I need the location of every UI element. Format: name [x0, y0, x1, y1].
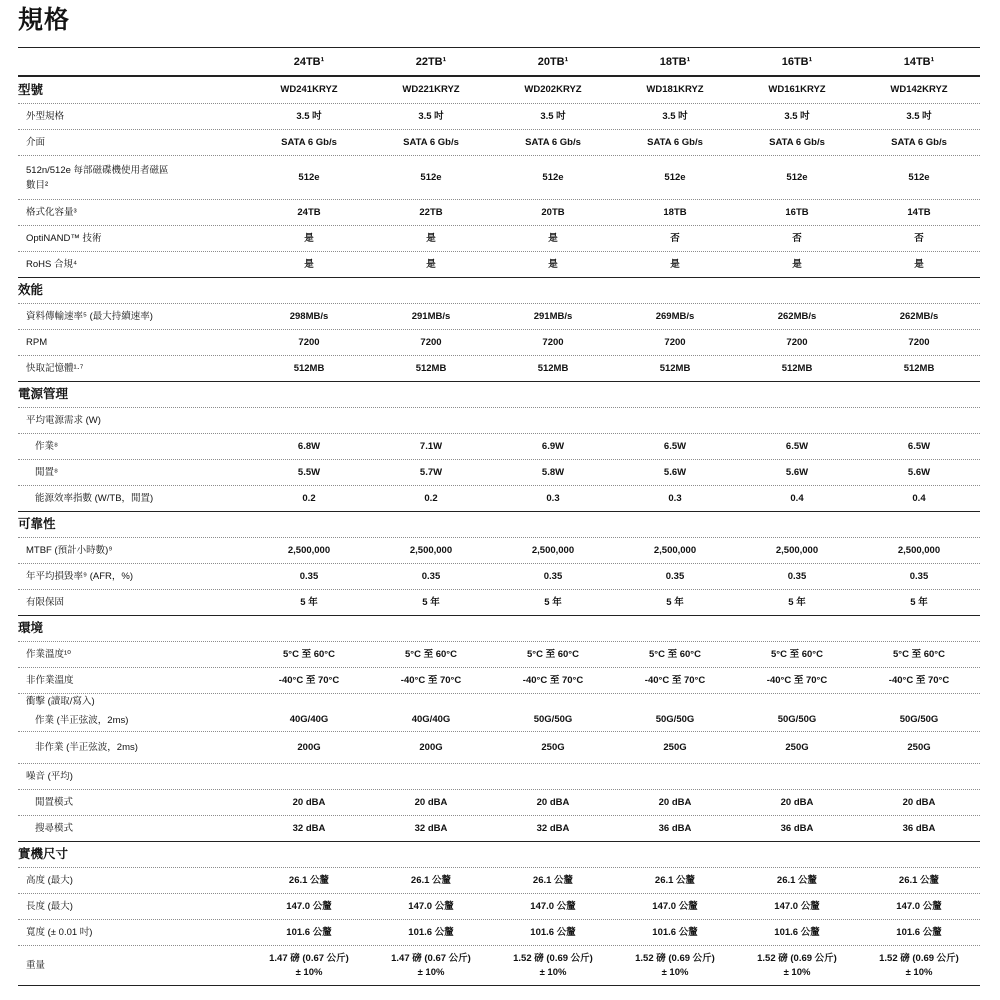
spec-value: 291MB/s: [533, 310, 573, 322]
spec-value: 512e: [298, 171, 320, 183]
spec-value: 0.35: [909, 570, 929, 582]
section-header-row: [18, 277, 980, 303]
spec-subrow: [18, 485, 980, 511]
row-label: 快取記憶體¹·⁷: [26, 363, 84, 374]
spec-row: [18, 199, 980, 225]
spec-value: 0.3: [668, 492, 682, 504]
spec-value: 否: [792, 232, 802, 244]
spec-value: 26.1 公釐: [898, 874, 940, 886]
spec-value: 512MB: [415, 362, 447, 374]
capacity-column-header: 18TB¹: [659, 55, 691, 68]
section-title: 環境: [18, 621, 44, 635]
spec-value: 18TB: [663, 206, 687, 218]
spec-value: 262MB/s: [777, 310, 817, 322]
capacity-column-header: 14TB¹: [903, 55, 935, 68]
spec-value: 250G: [541, 741, 565, 753]
capacity-column-header: 20TB¹: [537, 55, 569, 68]
spec-value: 5.8W: [541, 466, 565, 478]
spec-row: [18, 641, 980, 667]
spec-value: 是: [914, 258, 924, 270]
section-header-row: [18, 381, 980, 407]
spec-value: 5.6W: [907, 466, 931, 478]
section-title: 實機尺寸: [18, 847, 69, 861]
spec-value: 5 年: [422, 596, 440, 608]
group-label: 噪音 (平均): [26, 771, 73, 782]
spec-value: 512MB: [781, 362, 813, 374]
spec-value: 20 dBA: [658, 796, 692, 808]
spec-value: 36 dBA: [780, 822, 814, 834]
spec-subrow: [18, 731, 980, 763]
spec-value: -40°C 至 70°C: [522, 674, 584, 686]
row-label: 年平均損毀率⁹ (AFR，%): [26, 571, 133, 582]
spec-subrow: [18, 459, 980, 485]
spec-value: 20 dBA: [780, 796, 814, 808]
spec-value: -40°C 至 70°C: [888, 674, 950, 686]
spec-value: 0.35: [421, 570, 441, 582]
spec-value: SATA 6 Gb/s: [525, 136, 581, 148]
spec-value: 是: [304, 232, 314, 244]
spec-value: 6.5W: [907, 440, 931, 452]
section-header-row: [18, 511, 980, 537]
spec-value: 101.6 公釐: [530, 926, 576, 938]
spec-value: 101.6 公釐: [896, 926, 942, 938]
spec-value: 5 年: [788, 596, 806, 608]
spec-row: [18, 919, 980, 945]
spec-subrow: [18, 789, 980, 815]
spec-row: [18, 667, 980, 693]
spec-value: 0.35: [299, 570, 319, 582]
row-label: 長度 (最大): [26, 901, 73, 912]
spec-value: SATA 6 Gb/s: [769, 136, 825, 148]
spec-value: 是: [426, 258, 436, 270]
spec-value: 5°C 至 60°C: [893, 648, 945, 660]
spec-value: 20 dBA: [292, 796, 326, 808]
spec-value: 5 年: [300, 596, 318, 608]
capacity-column-header: 24TB¹: [293, 55, 325, 68]
spec-value: 200G: [419, 741, 443, 753]
spec-value: 50G/50G: [533, 714, 573, 725]
spec-value: 否: [670, 232, 680, 244]
spec-value: 269MB/s: [655, 310, 695, 322]
spec-row: [18, 329, 980, 355]
spec-value: 7200: [664, 336, 686, 348]
spec-value: 101.6 公釐: [774, 926, 820, 938]
row-label: 作業 (半正弦波，2ms): [35, 714, 129, 726]
spec-row: [18, 893, 980, 919]
spec-value: 1.52 磅 (0.69 公斤) ± 10%: [513, 952, 593, 978]
spec-value: 3.5 吋: [418, 110, 444, 122]
section-title: 電源管理: [18, 387, 69, 401]
spec-value: 147.0 公釐: [408, 900, 454, 912]
row-label: 搜尋模式: [35, 823, 74, 834]
spec-value: 298MB/s: [289, 310, 329, 322]
spec-value: 5 年: [910, 596, 928, 608]
capacity-column-header: 22TB¹: [415, 55, 447, 68]
spec-value: 5.7W: [419, 466, 443, 478]
section-title: 型號: [18, 82, 44, 97]
spec-group-row: [18, 407, 980, 433]
spec-value: 512e: [786, 171, 808, 183]
spec-row: [18, 355, 980, 381]
spec-value: 0.4: [912, 492, 926, 504]
spec-value: 40G/40G: [411, 714, 451, 725]
page-title: 規格: [18, 6, 71, 34]
spec-value: 512MB: [659, 362, 691, 374]
spec-value: -40°C 至 70°C: [278, 674, 340, 686]
capacity-column-header: 16TB¹: [781, 55, 813, 68]
spec-subrow: [18, 815, 980, 841]
spec-row: [18, 867, 980, 893]
spec-value: 是: [548, 258, 558, 270]
spec-value: 250G: [663, 741, 687, 753]
model-number: WD202KRYZ: [524, 84, 582, 95]
spec-value: 是: [548, 232, 558, 244]
spec-value: 是: [426, 232, 436, 244]
spec-row: [18, 563, 980, 589]
spec-value: 40G/40G: [289, 714, 329, 725]
spec-value: 512e: [908, 171, 930, 183]
spec-value: 5 年: [544, 596, 562, 608]
spec-row: [18, 303, 980, 329]
spec-value: 3.5 吋: [906, 110, 932, 122]
spec-value: -40°C 至 70°C: [400, 674, 462, 686]
spec-value: 26.1 公釐: [410, 874, 452, 886]
row-label: 閒置⁸: [35, 467, 59, 478]
spec-value: 7200: [542, 336, 564, 348]
spec-value: 6.9W: [541, 440, 565, 452]
spec-value: 0.3: [546, 492, 560, 504]
spec-value: 2,500,000: [531, 544, 575, 556]
row-label: 有限保固: [26, 597, 65, 608]
spec-value: 512e: [542, 171, 564, 183]
spec-value: 50G/50G: [899, 714, 939, 725]
spec-value: 291MB/s: [411, 310, 451, 322]
spec-value: 6.5W: [663, 440, 687, 452]
column-header-row: [18, 47, 980, 77]
spec-value: 6.5W: [785, 440, 809, 452]
spec-value: 101.6 公釐: [652, 926, 698, 938]
spec-value: -40°C 至 70°C: [766, 674, 828, 686]
row-label: OptiNAND™ 技術: [26, 233, 102, 244]
spec-value: 7200: [420, 336, 442, 348]
spec-value: 1.52 磅 (0.69 公斤) ± 10%: [879, 952, 959, 978]
spec-value: 16TB: [785, 206, 809, 218]
spec-value: 50G/50G: [777, 714, 817, 725]
spec-value: 1.47 磅 (0.67 公斤) ± 10%: [269, 952, 349, 978]
spec-value: 512e: [664, 171, 686, 183]
spec-value: 512MB: [903, 362, 935, 374]
spec-row: [18, 537, 980, 563]
model-number: WD142KRYZ: [890, 84, 948, 95]
spec-row: [18, 129, 980, 155]
spec-value: 200G: [297, 741, 321, 753]
spec-value: SATA 6 Gb/s: [647, 136, 703, 148]
spec-value: 3.5 吋: [662, 110, 688, 122]
model-number: WD181KRYZ: [646, 84, 704, 95]
row-label: 閒置模式: [35, 797, 74, 808]
group-label: 衝擊 (讀取/寫入): [26, 696, 95, 707]
spec-value: 2,500,000: [653, 544, 697, 556]
spec-value: 1.52 磅 (0.69 公斤) ± 10%: [635, 952, 715, 978]
section-header-row: [18, 615, 980, 641]
row-label: 寬度 (± 0.01 吋): [26, 927, 93, 938]
spec-value: 262MB/s: [899, 310, 939, 322]
spec-value: 147.0 公釐: [774, 900, 820, 912]
spec-value: 0.2: [302, 492, 316, 504]
spec-value: 20TB: [541, 206, 565, 218]
row-label: 作業⁸: [35, 441, 59, 452]
spec-value: SATA 6 Gb/s: [891, 136, 947, 148]
spec-value: 2,500,000: [409, 544, 453, 556]
spec-value: 1.47 磅 (0.67 公斤) ± 10%: [391, 952, 471, 978]
spec-value: 26.1 公釐: [654, 874, 696, 886]
spec-value: 20 dBA: [536, 796, 570, 808]
spec-value: 3.5 吋: [784, 110, 810, 122]
row-label: RPM: [26, 337, 48, 348]
spec-value: 50G/50G: [655, 714, 695, 725]
spec-row: [18, 155, 980, 199]
spec-value: 2,500,000: [287, 544, 331, 556]
spec-row: [18, 589, 980, 615]
spec-value: 5°C 至 60°C: [771, 648, 823, 660]
section-header-row: [18, 841, 980, 867]
row-label: 高度 (最大): [26, 875, 73, 886]
spec-value: 0.35: [787, 570, 807, 582]
spec-value: 20 dBA: [902, 796, 936, 808]
spec-value: 26.1 公釐: [288, 874, 330, 886]
row-label: 介面: [26, 137, 46, 148]
spec-value: 512MB: [537, 362, 569, 374]
model-number: WD241KRYZ: [280, 84, 338, 95]
spec-group-row: [18, 693, 980, 709]
row-label: 512n/512e 每部磁碟機使用者磁區 數目²: [26, 164, 169, 191]
spec-row: [18, 225, 980, 251]
spec-value: 5.5W: [297, 466, 321, 478]
spec-value: 否: [914, 232, 924, 244]
spec-value: 32 dBA: [292, 822, 326, 834]
spec-value: 26.1 公釐: [532, 874, 574, 886]
spec-value: 32 dBA: [414, 822, 448, 834]
spec-value: 14TB: [907, 206, 931, 218]
spec-value: 2,500,000: [897, 544, 941, 556]
spec-value: 32 dBA: [536, 822, 570, 834]
spec-value: 36 dBA: [902, 822, 936, 834]
spec-value: 0.35: [543, 570, 563, 582]
spec-value: 20 dBA: [414, 796, 448, 808]
spec-value: 147.0 公釐: [652, 900, 698, 912]
spec-value: 3.5 吋: [296, 110, 322, 122]
row-label: 資料傳輸速率⁵ (最大持續速率): [26, 311, 153, 322]
spec-value: 512e: [420, 171, 442, 183]
spec-value: 250G: [907, 741, 931, 753]
spec-value: SATA 6 Gb/s: [403, 136, 459, 148]
spec-value: 512MB: [293, 362, 325, 374]
spec-value: 0.2: [424, 492, 438, 504]
spec-value: 24TB: [297, 206, 321, 218]
spec-value: 22TB: [419, 206, 443, 218]
spec-value: 36 dBA: [658, 822, 692, 834]
spec-value: 250G: [785, 741, 809, 753]
row-label: 作業溫度¹⁰: [26, 649, 71, 660]
spec-value: 0.35: [665, 570, 685, 582]
row-label: 重量: [26, 960, 46, 971]
spec-value: 7.1W: [419, 440, 443, 452]
row-label: 外型規格: [26, 111, 65, 122]
spec-value: 7200: [786, 336, 808, 348]
group-label: 平均電源需求 (W): [26, 415, 101, 426]
spec-subrow: [18, 709, 980, 731]
row-label: 格式化容量³: [26, 207, 77, 218]
row-label: 非作業 (半正弦波，2ms): [35, 742, 138, 753]
row-label: MTBF (預計小時數)⁹: [26, 545, 113, 556]
spec-value: 1.52 磅 (0.69 公斤) ± 10%: [757, 952, 837, 978]
spec-value: 5 年: [666, 596, 684, 608]
spec-value: 101.6 公釐: [408, 926, 454, 938]
spec-group-row: [18, 763, 980, 789]
spec-value: 5°C 至 60°C: [283, 648, 335, 660]
spec-value: 101.6 公釐: [286, 926, 332, 938]
spec-value: -40°C 至 70°C: [644, 674, 706, 686]
spec-value: 147.0 公釐: [286, 900, 332, 912]
row-label: 能源效率指數 (W/TB，閒置): [35, 493, 154, 504]
spec-value: 0.4: [790, 492, 804, 504]
spec-value: 5.6W: [785, 466, 809, 478]
spec-value: 6.8W: [297, 440, 321, 452]
model-number: WD161KRYZ: [768, 84, 826, 95]
spec-value: 5°C 至 60°C: [405, 648, 457, 660]
model-number: WD221KRYZ: [402, 84, 460, 95]
spec-subrow: [18, 433, 980, 459]
spec-row: [18, 103, 980, 129]
spec-value: 是: [670, 258, 680, 270]
section-title: 可靠性: [18, 517, 56, 531]
row-label: 非作業溫度: [26, 675, 74, 686]
spec-value: 7200: [908, 336, 930, 348]
spec-value: 147.0 公釐: [530, 900, 576, 912]
section-header-row: [18, 77, 980, 103]
spec-value: 5.6W: [663, 466, 687, 478]
spec-value: 2,500,000: [775, 544, 819, 556]
spec-value: 是: [304, 258, 314, 270]
section-title: 效能: [18, 283, 44, 297]
spec-value: 7200: [298, 336, 320, 348]
row-label: RoHS 合規⁴: [26, 259, 78, 270]
spec-value: SATA 6 Gb/s: [281, 136, 337, 148]
spec-row: [18, 251, 980, 277]
spec-value: 26.1 公釐: [776, 874, 818, 886]
spec-row: [18, 945, 980, 985]
spec-value: 5°C 至 60°C: [527, 648, 579, 660]
spec-value: 3.5 吋: [540, 110, 566, 122]
spec-value: 147.0 公釐: [896, 900, 942, 912]
spec-value: 是: [792, 258, 802, 270]
spec-table: [18, 47, 980, 986]
spec-value: 5°C 至 60°C: [649, 648, 701, 660]
